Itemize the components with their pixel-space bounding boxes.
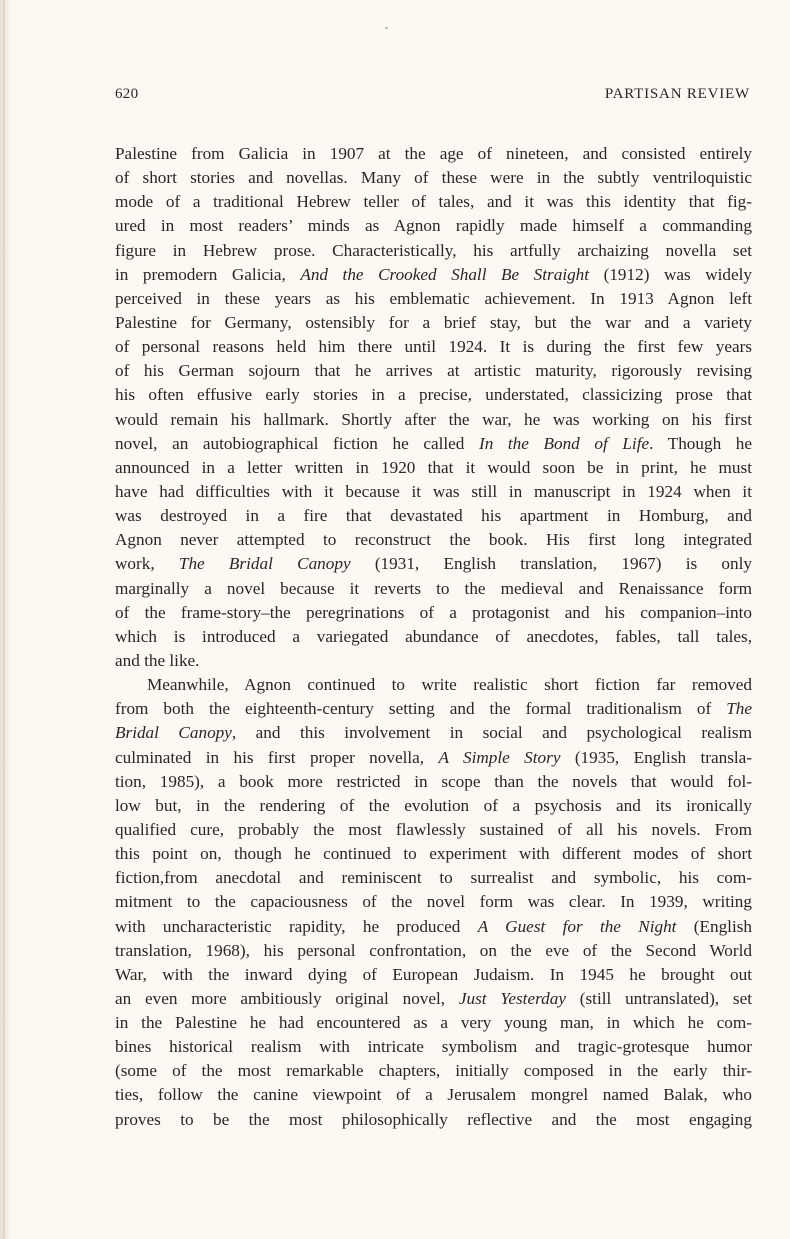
page-number: 620 bbox=[115, 86, 139, 102]
text-line bbox=[115, 311, 752, 335]
text-line bbox=[115, 263, 752, 287]
text-segment: Agnon never attempted to reconstruct the book. His first long integrated bbox=[115, 530, 752, 550]
text-segment: translation, 1968), his personal confrontation, on the eve of the Second World bbox=[115, 940, 752, 960]
paper-speck bbox=[385, 27, 388, 29]
text-segment: would remain his hallmark. Shortly after the war, he was working on his first bbox=[115, 409, 752, 429]
text-line bbox=[115, 1035, 752, 1059]
text-segment: which is introduced a variegated abundance of anecdotes, fables, tall tales, bbox=[115, 626, 752, 646]
text-line bbox=[115, 1059, 752, 1083]
text-segment: in premodern Galicia, bbox=[115, 264, 301, 284]
text-segment: of the frame-story–the peregrinations of a protagonist and his companion–into bbox=[115, 602, 752, 622]
italic-title: In the Bond of Life bbox=[478, 433, 650, 453]
text-segment: of personal reasons held him there until 1924. It is during the first few years bbox=[115, 337, 752, 357]
text-segment: culminated in his first proper novella, bbox=[115, 747, 439, 767]
italic-title: A Simple Story bbox=[438, 747, 561, 767]
text-segment: qualified cure, probably the most flawlessly sustained of all his novels. From bbox=[115, 819, 752, 839]
text-segment: mitment to the capaciousness of the novel form was clear. In 1939, writing bbox=[115, 892, 752, 912]
text-segment: ties, follow the canine viewpoint of a Jerusalem mongrel named Balak, who bbox=[115, 1085, 752, 1105]
italic-title: The bbox=[726, 699, 752, 719]
text-segment: (1912) was widely bbox=[589, 264, 752, 284]
text-segment: (1931, English translation, 1967) is only bbox=[350, 554, 752, 574]
text-segment: from both the eighteenth-century setting and the formal traditionalism of bbox=[115, 699, 727, 719]
body-text bbox=[115, 142, 752, 1132]
text-segment: of his German sojourn that he arrives at artistic maturity, rigorously revising bbox=[115, 361, 752, 381]
text-segment: proves to be the most philosophically reflective and the most engaging bbox=[115, 1109, 752, 1129]
text-segment: perceived in these years as his emblematic achievement. In 1913 Agnon left bbox=[115, 288, 752, 308]
text-segment: bines historical realism with intricate symbolism and tragic-grotesque humor bbox=[115, 1037, 752, 1057]
text-segment: War, with the inward dying of European Judaism. In 1945 he brought out bbox=[115, 964, 752, 984]
text-segment: (English bbox=[676, 916, 752, 936]
text-line bbox=[115, 504, 752, 528]
text-line bbox=[115, 456, 752, 480]
text-segment: figure in Hebrew prose. Characteristically, his artfully archaizing novella set bbox=[115, 240, 752, 260]
text-segment: of short stories and novellas. Many of these were in the subtly ventriloquistic bbox=[115, 168, 752, 188]
text-segment: have had difficulties with it because it was still in manuscript in 1924 when it bbox=[115, 481, 752, 501]
text-segment: an even more ambitiously original novel, bbox=[115, 988, 459, 1008]
italic-title: And the Crooked Shall Be Straight bbox=[300, 264, 590, 284]
italic-title: Bridal Canopy bbox=[115, 723, 232, 743]
text-line bbox=[115, 287, 752, 311]
text-line bbox=[115, 890, 752, 914]
paragraph-start-line bbox=[115, 673, 752, 697]
text-segment: (1935, English transla- bbox=[560, 747, 753, 767]
text-line bbox=[115, 528, 752, 552]
text-line bbox=[115, 1011, 752, 1035]
text-line bbox=[115, 601, 752, 625]
italic-title: The Bridal Canopy bbox=[178, 554, 351, 574]
text-line bbox=[115, 987, 752, 1011]
text-line bbox=[115, 408, 752, 432]
text-line bbox=[115, 721, 752, 745]
text-segment: ured in most readers’ minds as Agnon rapidly made himself a commanding bbox=[115, 216, 752, 236]
text-line bbox=[115, 335, 752, 359]
text-segment: tion, 1985), a book more restricted in scope than the novels that would fol- bbox=[115, 771, 752, 791]
text-segment: and the like. bbox=[115, 650, 200, 670]
text-line bbox=[115, 649, 752, 673]
text-line bbox=[115, 746, 752, 770]
text-line bbox=[115, 818, 752, 842]
text-line bbox=[115, 166, 752, 190]
text-segment: was destroyed in a fire that devastated his apartment in Homburg, and bbox=[115, 506, 752, 526]
text-line bbox=[115, 915, 752, 939]
text-segment: low but, in the rendering of the evolution of a psychosis and its ironically bbox=[115, 795, 752, 815]
text-line bbox=[115, 214, 752, 238]
text-line bbox=[115, 939, 752, 963]
text-segment: in the Palestine he had encountered as a very young man, in which he com- bbox=[115, 1013, 752, 1033]
page-binding-edge bbox=[0, 0, 10, 1239]
journal-title: PARTISAN REVIEW bbox=[604, 86, 750, 102]
text-segment: announced in a letter written in 1920 that it would soon be in print, he must bbox=[115, 457, 752, 477]
text-line bbox=[115, 359, 752, 383]
page-edge-shadow bbox=[3, 0, 5, 1239]
text-segment: (some of the most remarkable chapters, initially composed in the early thir- bbox=[115, 1061, 752, 1081]
text-segment: this point on, though he continued to experiment with different modes of short bbox=[115, 844, 752, 864]
text-line bbox=[115, 142, 752, 166]
italic-title: A Guest for the Night bbox=[477, 916, 677, 936]
text-line bbox=[115, 239, 752, 263]
text-segment: mode of a traditional Hebrew teller of tales, and it was this identity that fig- bbox=[115, 192, 752, 212]
text-segment: with uncharacteristic rapidity, he produced bbox=[115, 916, 478, 936]
text-segment: his often effusive early stories in a precise, understated, classicizing prose that bbox=[115, 385, 752, 405]
text-segment: Meanwhile, Agnon continued to write realistic short fiction far removed bbox=[147, 675, 752, 695]
text-line bbox=[115, 625, 752, 649]
text-line bbox=[115, 770, 752, 794]
text-segment: , and this involvement in social and psychological realism bbox=[231, 723, 752, 743]
text-line bbox=[115, 577, 752, 601]
text-segment: fiction,from anecdotal and reminiscent to surrealist and symbolic, his com- bbox=[115, 868, 752, 888]
text-line bbox=[115, 963, 752, 987]
text-line bbox=[115, 1083, 752, 1107]
text-segment: Palestine from Galicia in 1907 at the age of nineteen, and consisted entirely bbox=[115, 144, 752, 163]
text-line bbox=[115, 697, 752, 721]
text-line bbox=[115, 842, 752, 866]
text-line bbox=[115, 432, 752, 456]
text-segment: novel, an autobiographical fiction he called bbox=[115, 433, 479, 453]
text-line bbox=[115, 480, 752, 504]
text-segment: work, bbox=[115, 554, 179, 574]
running-head bbox=[115, 86, 750, 110]
text-line bbox=[115, 794, 752, 818]
italic-title: Just Yesterday bbox=[458, 988, 566, 1008]
text-line bbox=[115, 866, 752, 890]
text-segment: marginally a novel because it reverts to the medieval and Renaissance form bbox=[115, 578, 752, 598]
text-segment: . Though he bbox=[649, 433, 752, 453]
text-line bbox=[115, 552, 752, 576]
text-line bbox=[115, 190, 752, 214]
text-segment: Palestine for Germany, ostensibly for a brief stay, but the war and a variety bbox=[115, 312, 752, 332]
text-segment: (still untranslated), set bbox=[565, 988, 752, 1008]
text-line bbox=[115, 1108, 752, 1132]
text-line bbox=[115, 383, 752, 407]
